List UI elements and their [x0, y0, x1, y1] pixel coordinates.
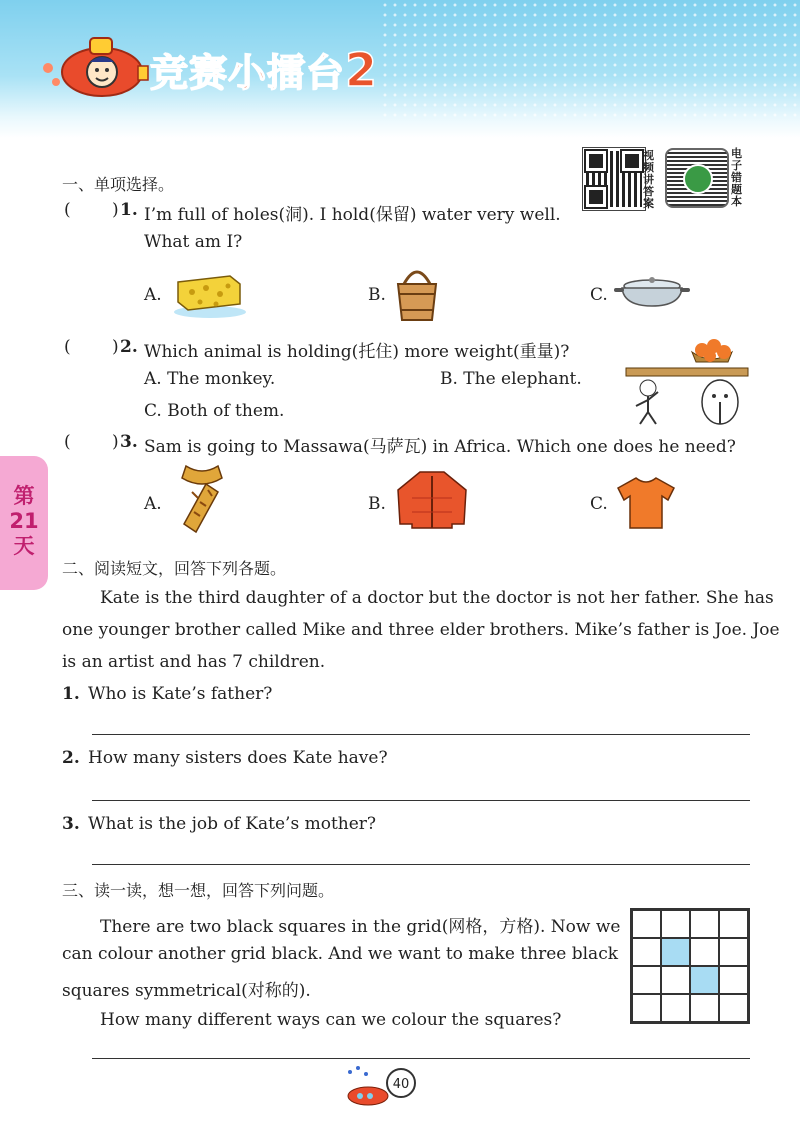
- passage-line: is an artist and has 7 children.: [62, 652, 326, 672]
- option-c-label: C.: [590, 494, 608, 514]
- question-number: 2.: [120, 337, 138, 357]
- banner-dot-pattern: [380, 0, 800, 120]
- grid-cell[interactable]: [632, 910, 661, 938]
- answer-paren-close: ): [112, 200, 119, 220]
- grid-cell[interactable]: [661, 966, 690, 994]
- question-number: 1.: [62, 684, 80, 704]
- page-title: 竞赛小擂台2: [150, 43, 379, 97]
- tshirt-icon[interactable]: [614, 474, 678, 530]
- option-c-label: C.: [590, 285, 608, 305]
- pot-icon[interactable]: [612, 276, 692, 312]
- grid-cell[interactable]: [719, 994, 748, 1022]
- option-a-label: A.: [144, 494, 162, 514]
- question-text: How many different ways can we colour the squares?: [100, 1010, 562, 1030]
- answer-paren-close: ): [112, 432, 119, 452]
- grid-cell[interactable]: [690, 938, 719, 966]
- submarine-icon: [40, 28, 150, 104]
- header-banner: [0, 0, 800, 138]
- answer-paren-open: (: [64, 200, 71, 220]
- grid-cell[interactable]: [661, 938, 690, 966]
- question-text: How many sisters does Kate have?: [88, 748, 388, 768]
- grid-cell[interactable]: [690, 994, 719, 1022]
- wrong-book-qr-icon[interactable]: [665, 148, 729, 208]
- question-text: Who is Kate’s father?: [88, 684, 273, 704]
- answer-paren-open: (: [64, 337, 71, 357]
- grid-cell[interactable]: [690, 910, 719, 938]
- passage-line: There are two black squares in the grid(网格，方格). Now we: [100, 917, 621, 937]
- passage-line: Kate is the third daughter of a doctor but the doctor is not her father. She has: [100, 588, 774, 608]
- question-text: Sam is going to Massawa(马萨瓦) in Africa. Which one does he need?: [144, 437, 736, 457]
- question-number: 1.: [120, 200, 138, 220]
- question-text: I’m full of holes(洞). I hold(保留) water very well.: [144, 205, 561, 225]
- scarf-icon[interactable]: [172, 462, 232, 536]
- wooden-bucket-icon[interactable]: [392, 262, 442, 324]
- qr-label-video: 视频讲答案: [643, 149, 654, 210]
- grid-cell[interactable]: [690, 966, 719, 994]
- answer-line[interactable]: [92, 1058, 750, 1059]
- sponge-icon[interactable]: [170, 262, 248, 320]
- section1-heading: 一、单项选择。: [62, 175, 175, 194]
- grid-cell[interactable]: [632, 966, 661, 994]
- grid-cell[interactable]: [632, 938, 661, 966]
- grid-cell[interactable]: [719, 910, 748, 938]
- option-c: C. Both of them.: [144, 401, 285, 421]
- section2-heading: 二、阅读短文，回答下列各题。: [62, 559, 287, 578]
- option-a: A. The monkey.: [144, 369, 276, 389]
- question-text: Which animal is holding(托住) more weight(重量)?: [144, 342, 570, 362]
- question-text: What is the job of Kate’s mother?: [88, 814, 377, 834]
- symmetry-grid[interactable]: [630, 908, 750, 1024]
- grid-cell[interactable]: [661, 994, 690, 1022]
- monkey-elephant-weight-icon: [620, 332, 750, 428]
- passage-line: squares symmetrical(对称的).: [62, 981, 311, 1001]
- section3-heading: 三、读一读，想一想，回答下列问题。: [62, 881, 335, 900]
- option-b-label: B.: [368, 494, 386, 514]
- grid-cell[interactable]: [719, 966, 748, 994]
- question-number: 3.: [120, 432, 138, 452]
- question-number: 3.: [62, 814, 80, 834]
- question-text-line2: What am I?: [144, 232, 243, 252]
- answer-line[interactable]: [92, 800, 750, 801]
- passage-line: one younger brother called Mike and three elder brothers. Mike’s father is Joe. Joe: [62, 620, 780, 640]
- day-side-tab: 第21天: [0, 456, 48, 590]
- grid-cell[interactable]: [632, 994, 661, 1022]
- grid-cell[interactable]: [719, 938, 748, 966]
- option-a-label: A.: [144, 285, 162, 305]
- answer-line[interactable]: [92, 864, 750, 865]
- answer-line[interactable]: [92, 734, 750, 735]
- answer-paren-open: (: [64, 432, 71, 452]
- answer-paren-close: ): [112, 337, 119, 357]
- option-b: B. The elephant.: [440, 369, 582, 389]
- qr-label-wrongbook: 电子错题本: [731, 147, 742, 208]
- jacket-icon[interactable]: [392, 468, 472, 532]
- qr-code-icon[interactable]: [583, 148, 645, 210]
- option-b-label: B.: [368, 285, 386, 305]
- grid-cell[interactable]: [661, 910, 690, 938]
- page-number: 40: [386, 1068, 416, 1098]
- passage-line: can colour another grid black. And we want to make three black: [62, 944, 619, 964]
- question-number: 2.: [62, 748, 80, 768]
